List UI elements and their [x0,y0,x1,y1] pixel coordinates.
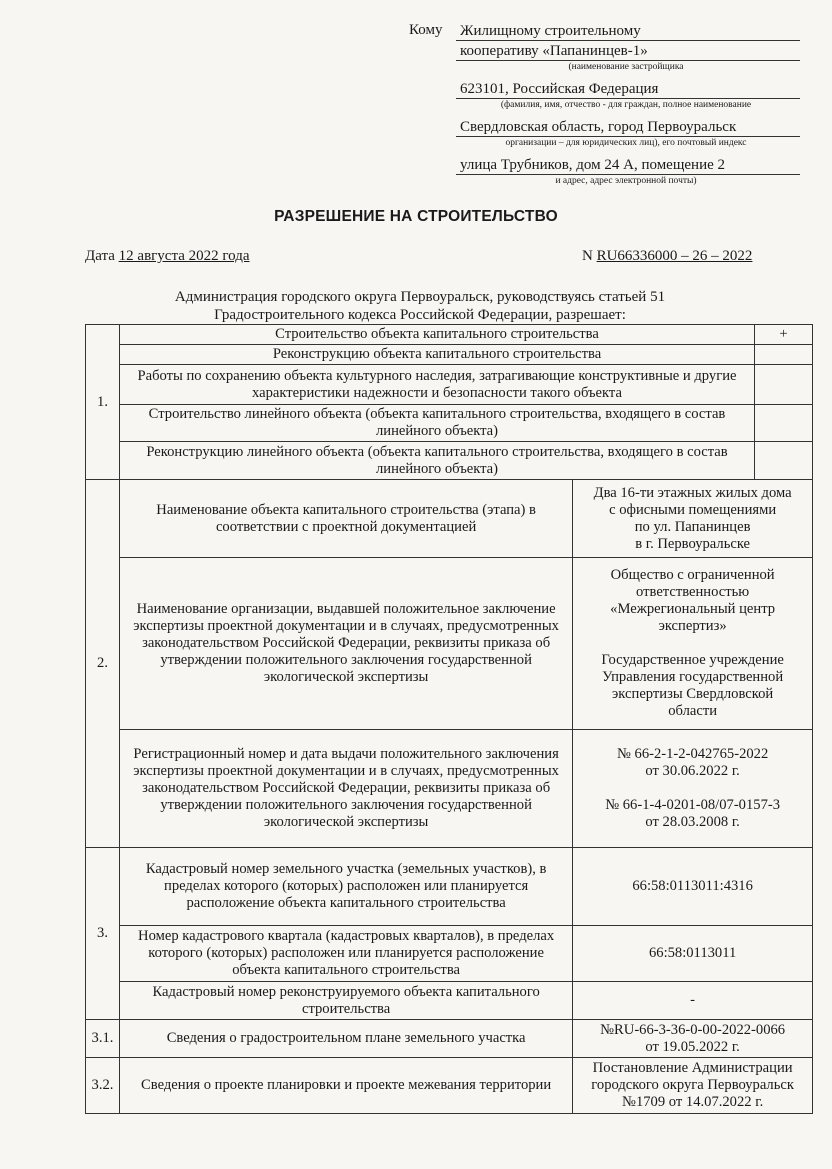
table-row [86,442,813,480]
section-number: 3.1. [86,1020,120,1058]
intro-line-2: Градостроительного кодекса Российской Федерации, разрешает: [214,307,626,323]
number-label: N [582,248,593,264]
table-row [86,730,813,848]
field-label: Кадастровый номер земельного участка (земельных участков), в пределах которого (которых) расположен или планируется расположение объекта капитального строительства [119,848,572,926]
field-value [573,1020,813,1058]
value-line: от 19.05.2022 г. [645,1038,740,1055]
section-number: 1. [86,325,120,480]
value-line: №RU-66-3-36-0-00-2022-0066 [600,1021,786,1038]
value-line: экспертиз» [658,618,727,634]
intro-text [100,288,740,324]
value-line: с офисными помещениями [609,501,777,518]
value-line: Управления государственной [602,669,784,685]
permit-mark [755,405,813,442]
recipient-note-3: организации – для юридических лиц), его почтовый индекс [505,138,747,148]
section-number: 3.2. [86,1058,120,1114]
value-line: №1709 от 14.07.2022 г. [622,1094,764,1110]
permit-mark [755,442,813,480]
value-line: городского округа Первоуральск [591,1077,794,1093]
value-spacer [577,635,808,652]
recipient-note-2: (фамилия, имя, отчество - для граждан, полное наименование [500,100,752,110]
permit-mark: + [755,325,813,345]
field-value [573,1058,813,1114]
value-line: Два 16-ти этажных жилых дома [593,484,792,501]
field-label: Кадастровый номер реконструируемого объекта капитального строительства [119,982,572,1020]
recipient-line-5: улица Трубников, дом 24 А, помещение 2 [456,156,800,175]
value-line: Постановление Администрации [592,1060,793,1076]
table-row [86,345,813,365]
field-label: Сведения о проекте планировки и проекте межевания территории [119,1058,572,1114]
value-line: по ул. Папанинцев [634,518,751,535]
field-value: 66:58:0113011 [573,926,813,982]
recipient-line-2: кооперативу «Папанинцев-1» [456,42,800,61]
value-line: от 30.06.2022 г. [645,763,740,779]
table-row [86,405,813,442]
table-row [86,558,813,730]
field-value [573,730,813,848]
value-line: Государственное учреждение [601,652,784,668]
table-row [86,480,813,558]
table-row [86,982,813,1020]
permit-mark [755,365,813,405]
value-line: № 66-1-4-0201-08/07-0157-3 [605,797,781,813]
value-line: «Межрегиональный центр [610,601,776,617]
value-line: области [668,703,718,719]
permit-mark [755,345,813,365]
recipient-note-1: (наименование застройщика [568,62,684,72]
table-row [86,926,813,982]
value-line: экспертизы Свердловской [612,686,774,702]
value-line: Общество с ограниченной [610,567,775,583]
value-spacer [577,780,808,797]
recipient-note-4: и адрес, адрес электронной почты) [555,176,697,186]
permit-type: Реконструкцию объекта капитального строительства [119,345,754,365]
recipient-line-4: Свердловская область, город Первоуральск [456,118,800,137]
document-title: РАЗРЕШЕНИЕ НА СТРОИТЕЛЬСТВО [274,208,558,225]
number-value: RU66336000 – 26 – 2022 [596,248,753,264]
permit-type: Реконструкцию линейного объекта (объекта капитального строительства, входящего в состав линейного объекта) [119,442,754,480]
date-line [85,248,250,265]
section-number: 3. [86,848,120,1020]
field-label: Сведения о градостроительном плане земельного участка [119,1020,572,1058]
table-row [86,1058,813,1114]
field-label: Регистрационный номер и дата выдачи положительного заключения экспертизы проектной документации и в случаях, предусмотренных законодательством Российской Федерации, реквизиты приказа об утверждении положительного заключения государственной экологической экспертизы [119,730,572,848]
value-line: ответственностью [636,584,750,600]
date-label: Дата [85,248,115,264]
permit-table [85,324,813,1114]
table-row [86,1020,813,1058]
value-line: от 28.03.2008 г. [645,814,740,830]
intro-line-1: Администрация городского округа Первоуральск, руководствуясь статьей 51 [174,289,666,305]
field-label: Наименование объекта капитального строительства (этапа) в соответствии с проектной документацией [119,480,572,558]
permit-type: Работы по сохранению объекта культурного наследия, затрагивающие конструктивные и другие характеристики надежности и безопасности такого объекта [119,365,754,405]
permit-type: Строительство линейного объекта (объекта капитального строительства, входящего в состав линейного объекта) [119,405,754,442]
number-line [582,248,752,265]
table-row [86,848,813,926]
field-value [573,480,813,558]
value-line: № 66-2-1-2-042765-2022 [616,746,769,762]
field-value: - [573,982,813,1020]
field-value [573,558,813,730]
field-label: Наименование организации, выдавшей положительное заключение экспертизы проектной документации и в случаях, предусмотренных законодательством Российской Федерации, реквизиты приказа об утверждении положительного заключения государственной экологической экспертизы [119,558,572,730]
section-number: 2. [86,480,120,848]
table-row [86,365,813,405]
recipient-label: Кому [409,22,443,38]
field-value: 66:58:0113011:4316 [573,848,813,926]
date-value: 12 августа 2022 года [118,248,250,264]
permit-type: Строительство объекта капитального строительства [119,325,754,345]
recipient-line-1: Жилищному строительному [456,22,800,41]
field-label: Номер кадастрового квартала (кадастровых кварталов), в пределах которого (которых) расположен или планируется расположение объекта капитального строительства [119,926,572,982]
recipient-line-3: 623101, Российская Федерация [456,80,800,99]
table-row [86,325,813,345]
value-line: в г. Первоуральске [635,535,751,552]
